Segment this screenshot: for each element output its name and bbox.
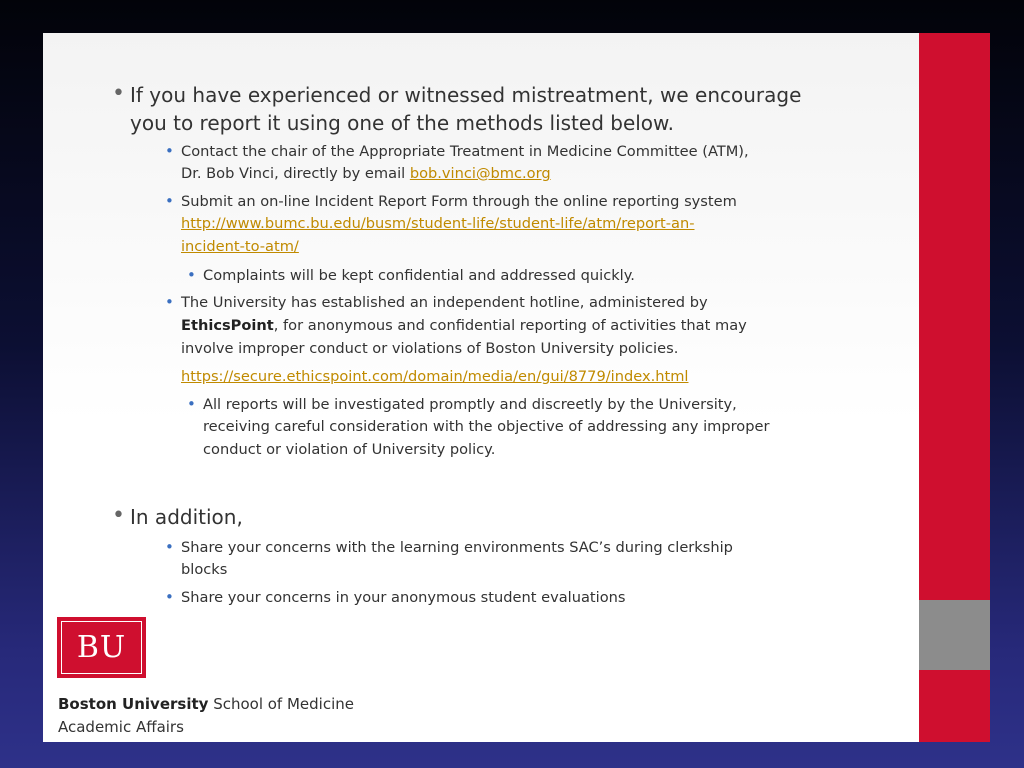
sub-item-sac [165,537,733,560]
bullet-dot-icon: • [112,503,125,528]
bullet-dot-blue-icon: • [187,395,196,413]
slide [43,33,919,742]
side-accent-bar [919,33,990,742]
side-accent-gray-block [919,600,990,670]
hotline-line3 [181,338,678,361]
sub-item-evaluations [165,587,626,610]
bullet-dot-blue-icon: • [165,192,174,210]
bullet-dot-icon: • [112,81,125,106]
sub-sub-item-confidential [187,265,635,288]
footer-org [58,693,354,739]
bullet-item-report-cont [130,109,674,138]
org-name-rest: School of Medicine [208,695,354,713]
sub-sub-item-investigated [187,394,737,417]
hotline-line2 [181,315,747,338]
hotline-line3-text: involve improper conduct or violations of Boston University policies. [181,340,679,357]
sub-item-contact [165,141,749,164]
bu-logo-text: BU [61,621,142,674]
sub-item-hotline [165,292,708,315]
org-name-bold: Boston University [58,695,209,713]
hotline-line2-rest: , for anonymous and confidential reporting of activities that may [273,317,747,334]
evaluations-text: Share your concerns in your anonymous student evaluations [181,589,626,606]
incident-report-link-cont[interactable]: incident-to-atm/ [181,238,299,255]
bu-logo [57,617,146,678]
sac-line2 [181,559,227,582]
ethicspoint-link[interactable]: https://secure.ethicspoint.com/domain/media/en/gui/8779/index.html [181,368,689,385]
investigated-line2 [203,416,769,439]
incident-report-link[interactable]: http://www.bumc.bu.edu/busm/student-life/student-life/atm/report-an- [181,215,695,232]
contact-line1: Contact the chair of the Appropriate Treatment in Medicine Committee (ATM), [181,143,749,160]
investigated-line1: All reports will be investigated promptly and discreetly by the University, [203,396,737,413]
email-link[interactable]: bob.vinci@bmc.org [409,165,551,182]
investigated-line3 [203,439,495,462]
confidential-text: Complaints will be kept confidential and addressed quickly. [203,267,635,284]
item-report-line1: If you have experienced or witnessed mistreatment, we encourage [130,83,802,107]
bullet-dot-blue-icon: • [165,293,174,311]
footer-org-line [58,693,354,716]
footer-dept: Academic Affairs [58,718,184,736]
sub-item-submit [165,191,737,214]
investigated-line3-text: conduct or violation of University policy. [203,441,496,458]
sac-line2-text: blocks [181,561,228,578]
ethicspoint-link-line [181,366,688,389]
sub-item-contact-cont [181,163,551,186]
bullet-item-report [112,81,802,110]
slide-content [43,33,919,742]
hotline-line1: The University has established an independent hotline, administered by [181,294,708,311]
item-report-line2: you to report it using one of the methods listed below. [130,111,674,135]
ethicspoint-name: EthicsPoint [181,317,274,334]
incident-report-link-line2 [181,236,299,259]
submit-line1: Submit an on-line Incident Report Form through the online reporting system [181,193,737,210]
bullet-dot-blue-icon: • [165,588,174,606]
bullet-dot-blue-icon: • [187,266,196,284]
contact-line2: Dr. Bob Vinci, directly by email [181,165,410,182]
sac-line1: Share your concerns with the learning environments SAC’s during clerkship [181,539,733,556]
bullet-dot-blue-icon: • [165,538,174,556]
addition-heading: In addition, [130,505,243,529]
bullet-item-addition [112,503,243,532]
bullet-dot-blue-icon: • [165,142,174,160]
incident-report-link-line1 [181,213,695,236]
investigated-line2-text: receiving careful consideration with the objective of addressing any improper [203,418,770,435]
